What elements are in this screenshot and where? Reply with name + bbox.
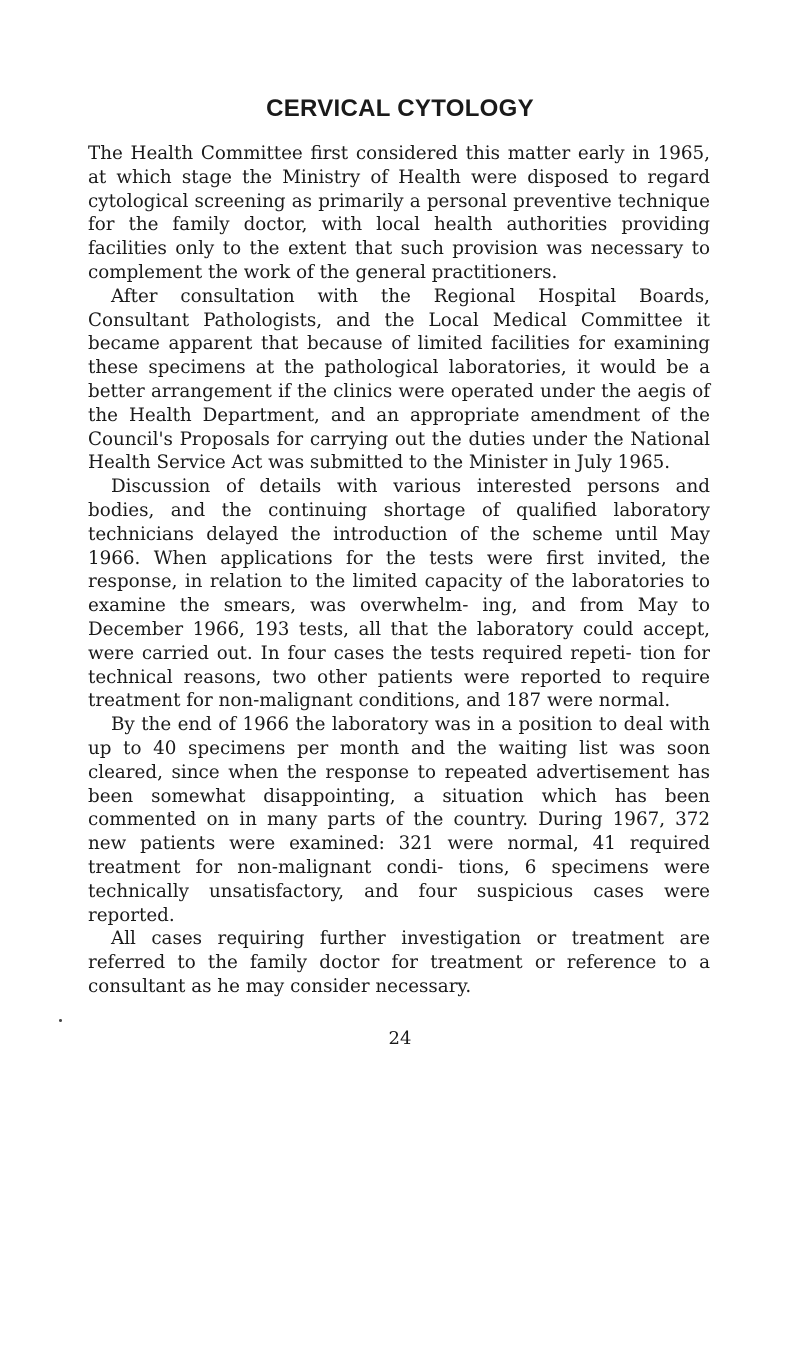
paragraph-4: By the end of 1966 the laboratory was in a position to deal with up to 40 specimens per month and the waiting list was soon cleared, since when the response to repeated advertisement has been somewhat disappointing, a situation which has been commented on in many parts of the country. During 1967, 372 new patients were examined: 321 were normal, 41 required treatment for non-malignant condi- tions, 6 specimens were technically unsatisfactory, and four suspicious cases were reported.	[88, 714, 710, 926]
page-number: 24	[388, 1028, 412, 1049]
page-title: CERVICAL CYTOLOGY	[266, 95, 534, 122]
paragraph-3: Discussion of details with various interested persons and bodies, and the continuing shortage of qualified laboratory technicians delayed the introduction of the scheme until May 1966. When applications for the tests were first invited, the response, in relation to the limited capacity of the laboratories to examine the smears, was overwhelm- ing, and from May to December 1966, 193 tests, all that the laboratory could accept, were carried out. In four cases the tests required repeti- tion for technical reasons, two other patients were reported to require treatment for non-malignant conditions, and 187 were normal.	[88, 476, 710, 712]
paragraph-5: All cases requiring further investigation or treatment are referred to the family doctor for treatment or reference to a consultant as he may consider necessary.	[88, 928, 710, 997]
paragraph-2: After consultation with the Regional Hospital Boards, Consultant Pathologists, and the Local Medical Committee it became apparent that because of limited facilities for examining these specimens at the pathological laboratories, it would be a better arrangement if the clinics were operated under the aegis of the Health Department, and an appropriate amendment of the Council's Proposals for carrying out the duties under the National Health Service Act was submitted to the Minister in July 1965.	[88, 285, 710, 474]
body-text	[88, 142, 710, 999]
scan-speck	[59, 1019, 62, 1022]
paragraph-1: The Health Committee first considered this matter early in 1965, at which stage the Ministry of Health were disposed to regard cytological screening as primarily a personal preventive technique for the family doctor, with local health authorities providing facilities only to the extent that such provision was necessary to complement the work of the general practitioners.	[88, 143, 710, 283]
